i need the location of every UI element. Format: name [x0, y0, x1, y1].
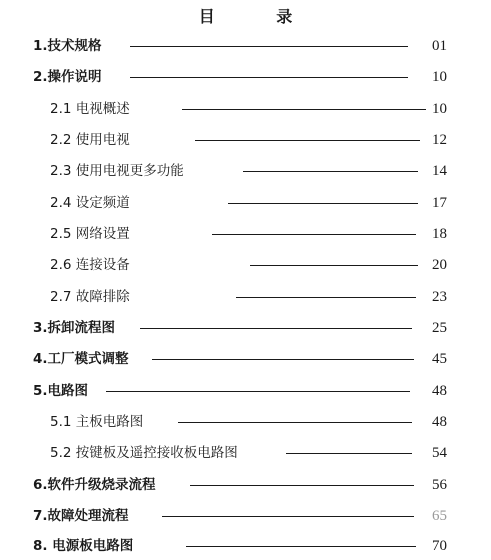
toc-leader-line: [140, 328, 412, 329]
toc-entry-label: 2.操作说明: [33, 69, 102, 85]
toc-entry-label: 4.工厂模式调整: [33, 351, 129, 367]
toc-entry[interactable]: [0, 35, 491, 57]
toc-entry-label: 2.2 使用电视: [50, 132, 130, 148]
toc-leader-line: [130, 46, 408, 47]
toc-leader-line: [162, 516, 414, 517]
toc-leader-line: [186, 546, 416, 547]
toc-entry-page: 70: [432, 538, 447, 554]
toc-entry[interactable]: [0, 348, 491, 370]
toc-entry-label: 3.拆卸流程图: [33, 320, 116, 336]
toc-entry-page: 20: [432, 257, 447, 273]
toc-entry-label: 8. 电源板电路图: [33, 538, 134, 554]
toc-entry-label: 2.4 设定频道: [50, 195, 130, 211]
toc-entry[interactable]: [0, 160, 491, 182]
toc-entry[interactable]: [0, 286, 491, 308]
toc-entry[interactable]: [0, 317, 491, 339]
toc-entry-page: 56: [432, 477, 447, 493]
toc-entry-label: 1.技术规格: [33, 38, 102, 54]
toc-leader-line: [286, 453, 412, 454]
toc-entry-page: 14: [432, 163, 447, 179]
toc-entry-label: 2.3 使用电视更多功能: [50, 163, 184, 179]
toc-entry-label: 6.软件升级烧录流程: [33, 477, 156, 493]
toc-leader-line: [190, 485, 414, 486]
toc-entry-page: 10: [432, 69, 447, 85]
toc-leader-line: [106, 391, 410, 392]
toc-entry[interactable]: [0, 98, 491, 120]
toc-leader-line: [243, 171, 418, 172]
toc-leader-line: [178, 422, 412, 423]
toc-entry-page: 01: [432, 38, 447, 54]
toc-entry[interactable]: [0, 254, 491, 276]
toc-entry-label: 2.6 连接设备: [50, 257, 130, 273]
toc-entry[interactable]: [0, 411, 491, 433]
toc-entry-page: 25: [432, 320, 447, 336]
toc-entry-label: 5.1 主板电路图: [50, 414, 144, 430]
toc-entry-page: 54: [432, 445, 447, 461]
toc-title: 目 录: [198, 7, 321, 26]
toc-entry-label: 2.5 网络设置: [50, 226, 130, 242]
toc-leader-line: [236, 297, 416, 298]
toc-entry-page: 23: [432, 289, 447, 305]
toc-leader-line: [212, 234, 416, 235]
toc-entry[interactable]: [0, 474, 491, 496]
toc-entry-label: 2.7 故障排除: [50, 289, 130, 305]
toc-entry-label: 2.1 电视概述: [50, 101, 130, 117]
toc-entry-page: 10: [432, 101, 447, 117]
toc-entry[interactable]: [0, 380, 491, 402]
toc-entry[interactable]: [0, 442, 491, 464]
toc-entry[interactable]: [0, 535, 491, 557]
toc-entry-label: 7.故障处理流程: [33, 508, 129, 524]
toc-entry-page: 45: [432, 351, 447, 367]
toc-entry-page: 17: [432, 195, 447, 211]
toc-leader-line: [195, 140, 420, 141]
toc-entry-page: 48: [432, 383, 447, 399]
toc-entry[interactable]: [0, 223, 491, 245]
toc-entry[interactable]: [0, 192, 491, 214]
toc-leader-line: [250, 265, 418, 266]
toc-entry[interactable]: [0, 129, 491, 151]
toc-leader-line: [182, 109, 426, 110]
toc-leader-line: [130, 77, 408, 78]
toc-leader-line: [228, 203, 418, 204]
toc-entry-page: 12: [432, 132, 447, 148]
toc-entry[interactable]: [0, 505, 491, 527]
toc-entry-page: 65: [432, 508, 447, 524]
toc-leader-line: [152, 359, 414, 360]
toc-entry-label: 5.电路图: [33, 383, 89, 399]
toc-entry-page: 48: [432, 414, 447, 430]
toc-entry-page: 18: [432, 226, 447, 242]
toc-entry[interactable]: [0, 66, 491, 88]
toc-entry-label: 5.2 按键板及遥控接收板电路图: [50, 445, 238, 461]
